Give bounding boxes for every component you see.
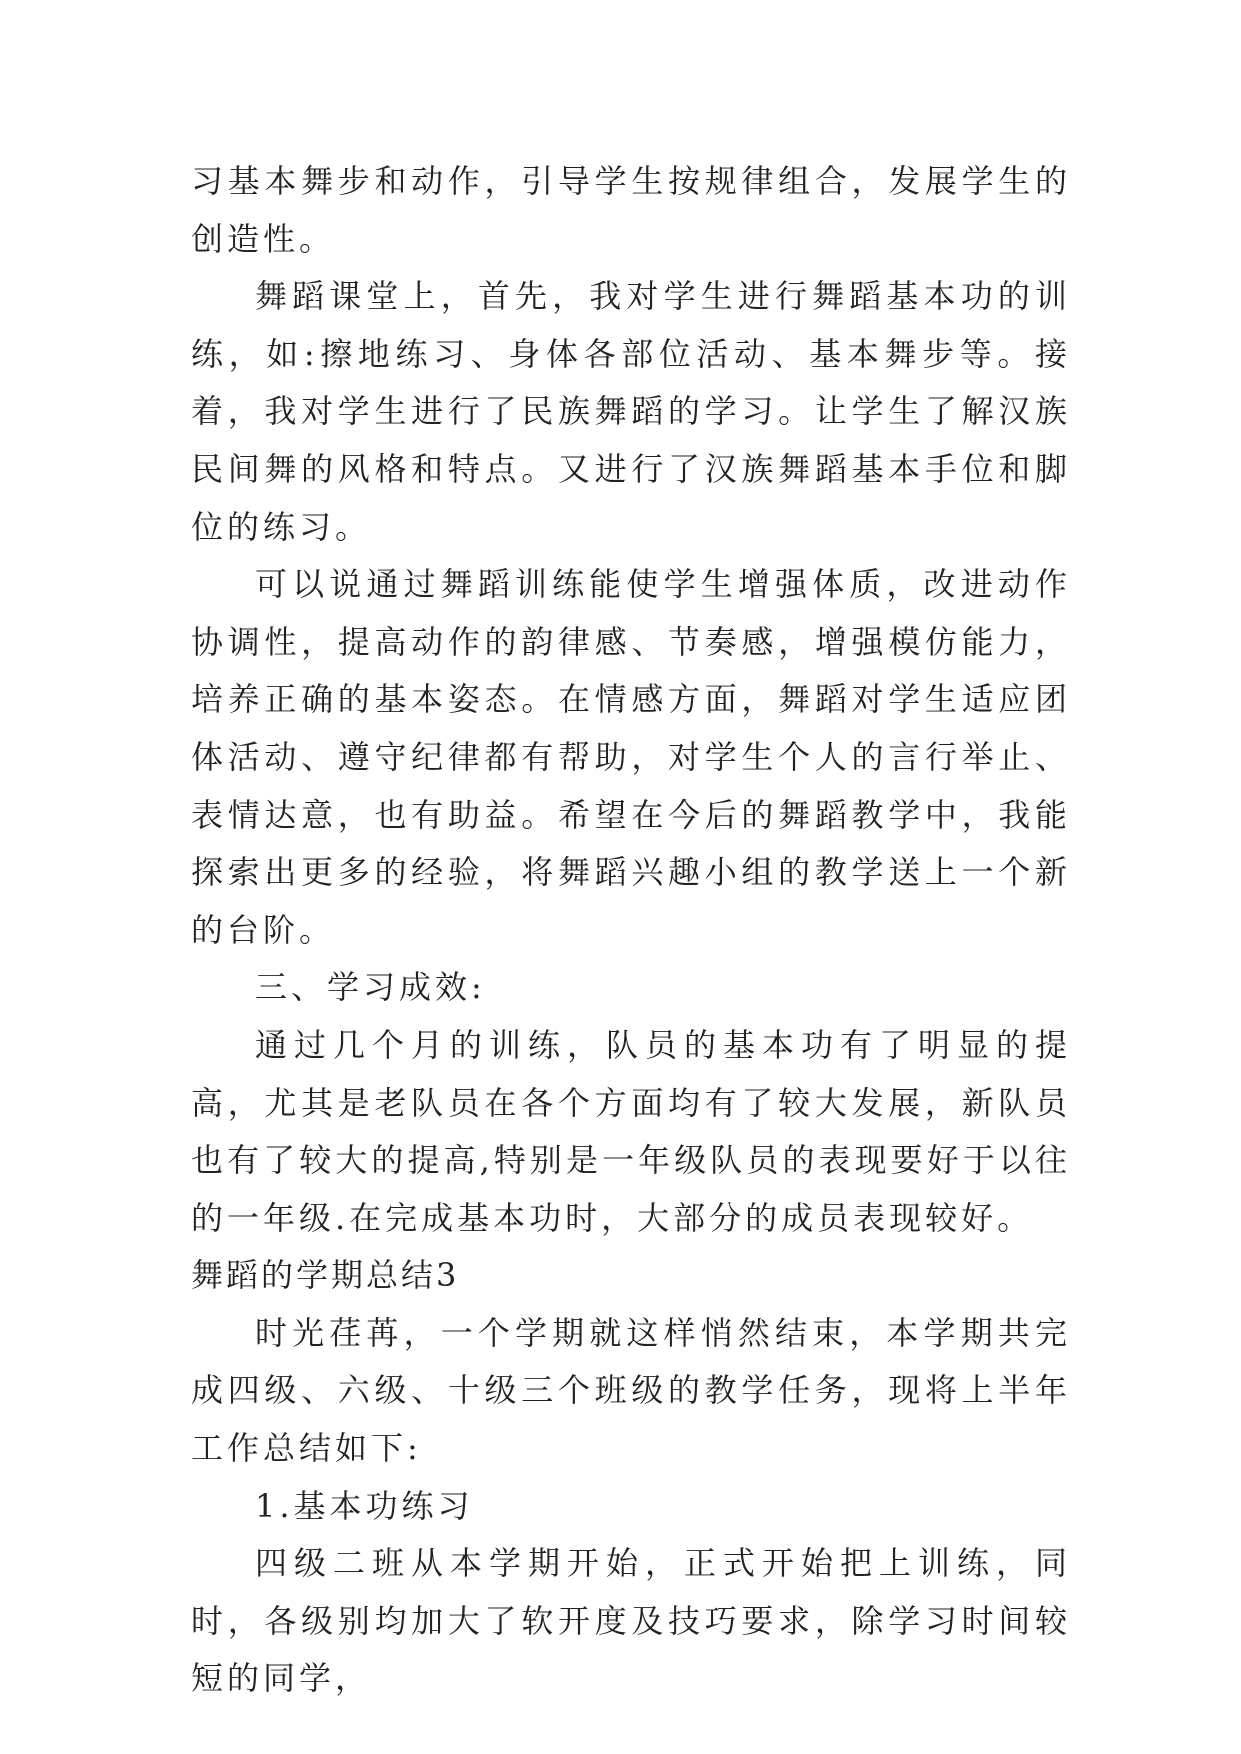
paragraph-1: 习基本舞步和动作，引导学生按规律组合，发展学生的创造性。	[191, 162, 1071, 258]
article-title-summary-3: 舞蹈的学期总结3	[191, 1256, 460, 1295]
section-heading-learning-results: 三、学习成效:	[255, 968, 486, 1007]
paragraph-2: 舞蹈课堂上，首先，我对学生进行舞蹈基本功的训练，如:擦地练习、身体各部位活动、基本舞步等。接着，我对学生进行了民族舞蹈的学习。让学生了解汉族民间舞的风格和特点。又进行了汉族舞蹈基本手位和脚位的练习。	[191, 277, 1071, 546]
paragraph-6: 四级二班从本学期开始，正式开始把上训练，同时，各级别均加大了软开度及技巧要求，除学习时间较短的同学，	[191, 1544, 1071, 1698]
paragraph-3: 可以说通过舞蹈训练能使学生增强体质，改进动作协调性，提高动作的韵律感、节奏感，增强模仿能力，培养正确的基本姿态。在情感方面，舞蹈对学生适应团体活动、遵守纪律都有帮助，对学生个人的言行举止、表情达意，也有助益。希望在今后的舞蹈教学中，我能探索出更多的经验，将舞蹈兴趣小组的教学送上一个新的台阶。	[191, 565, 1071, 949]
subheading-basic-skills: 1.基本功练习	[255, 1486, 474, 1525]
document-body	[191, 153, 1071, 1708]
paragraph-4: 通过几个月的训练，队员的基本功有了明显的提高，尤其是老队员在各个方面均有了较大发展，新队员也有了较大的提高,特别是一年级队员的表现要好于以往的一年级.在完成基本功时，大部分的成员表现较好。	[191, 1025, 1071, 1237]
paragraph-5: 时光荏苒，一个学期就这样悄然结束，本学期共完成四级、六级、十级三个班级的教学任务，现将上半年工作总结如下:	[191, 1313, 1071, 1468]
